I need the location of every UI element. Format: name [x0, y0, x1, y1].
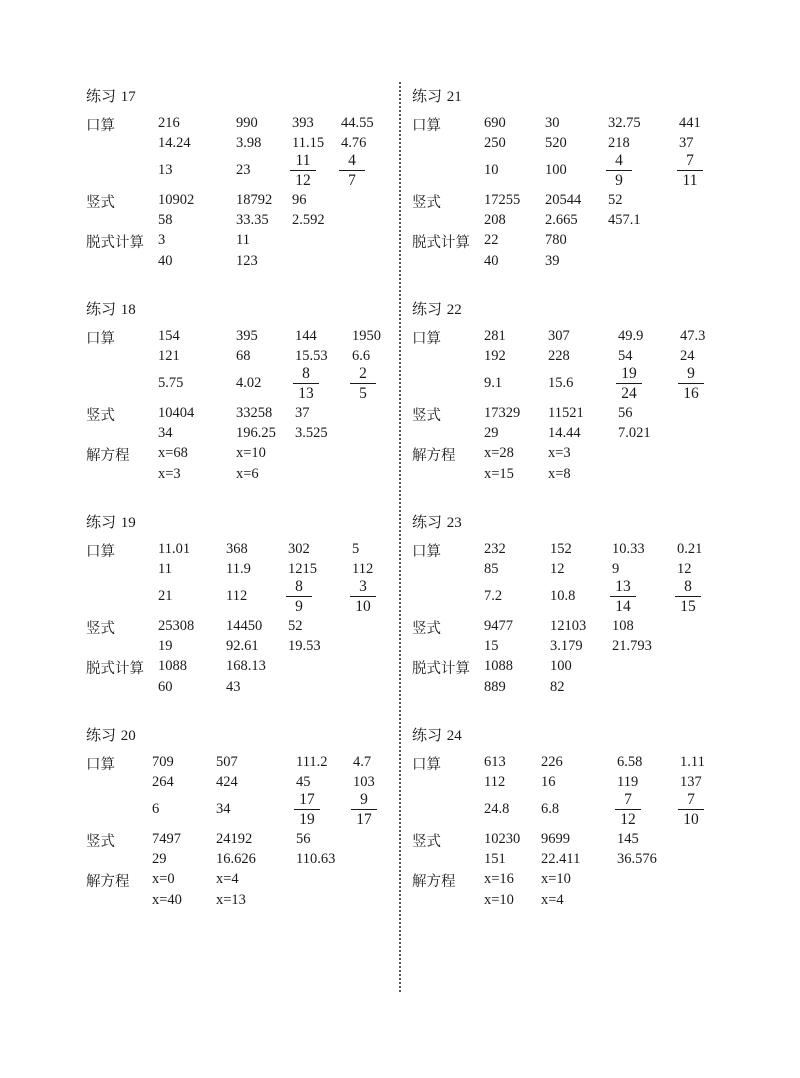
answer-value: 40 [484, 253, 499, 269]
fraction-bar [286, 596, 312, 597]
answer-value: 10.8 [550, 588, 576, 604]
answer-value: 9477 [484, 618, 513, 634]
fraction-denominator: 17 [356, 811, 372, 828]
answer-value: x=68 [158, 445, 188, 461]
answer-value: 16 [541, 774, 556, 790]
exercise-title [412, 298, 462, 319]
kousuan-label: 口算 [86, 757, 115, 773]
answer-value: 11 [236, 232, 250, 248]
exercise-number: 24 [446, 728, 462, 744]
answer-value: 0.21 [677, 541, 703, 557]
fraction-answer [678, 365, 704, 402]
kousuan-label: 口算 [86, 331, 115, 347]
fraction-numerator: 3 [359, 578, 367, 595]
answer-value: 43 [226, 679, 241, 695]
answer-value: 1215 [288, 561, 317, 577]
kousuan-label: 口算 [412, 544, 441, 560]
fraction-denominator: 13 [298, 385, 314, 402]
exercise-block [86, 84, 406, 284]
shushi-label: 竖式 [412, 195, 441, 211]
answer-value: 100 [545, 162, 567, 178]
answer-value: 11.9 [226, 561, 251, 577]
third-section-label: 脱式计算 [412, 235, 470, 251]
answer-value: 208 [484, 212, 506, 228]
answer-value: x=16 [484, 871, 514, 887]
answer-value: 196.25 [236, 425, 276, 441]
fraction-answer [293, 365, 319, 402]
answer-value: 3.525 [295, 425, 328, 441]
fraction-answer [286, 578, 312, 615]
fraction-denominator: 14 [615, 598, 631, 615]
answer-value: 10404 [158, 405, 195, 421]
answer-value: 5.75 [158, 375, 184, 391]
answer-value: 12 [550, 561, 565, 577]
exercise-title [86, 85, 136, 106]
answer-value: 226 [541, 754, 563, 770]
answer-value: 613 [484, 754, 506, 770]
answer-value: x=10 [541, 871, 571, 887]
fraction-denominator: 7 [348, 172, 356, 189]
answer-value: 36.576 [617, 851, 657, 867]
kousuan-label: 口算 [412, 331, 441, 347]
third-section-label: 脱式计算 [86, 661, 144, 677]
answer-value: 424 [216, 774, 238, 790]
answer-value: 119 [617, 774, 639, 790]
answer-value: 457.1 [608, 212, 641, 228]
fraction-denominator: 9 [295, 598, 303, 615]
answer-value: 14.44 [548, 425, 581, 441]
fraction-numerator: 17 [299, 791, 315, 808]
answer-value: x=4 [216, 871, 239, 887]
answer-value: 123 [236, 253, 258, 269]
fraction-answer [294, 791, 320, 828]
answer-value: 112 [226, 588, 248, 604]
fraction-denominator: 15 [680, 598, 696, 615]
answer-value: 7.021 [618, 425, 651, 441]
answer-value: 68 [236, 348, 251, 364]
answer-value: 6.8 [541, 801, 560, 817]
answer-value: 121 [158, 348, 180, 364]
fraction-numerator: 7 [624, 791, 632, 808]
third-section-label: 解方程 [86, 874, 130, 890]
answer-value: 85 [484, 561, 499, 577]
fraction-numerator: 7 [686, 152, 694, 169]
answer-value: x=10 [484, 892, 514, 908]
answer-value: 24.8 [484, 801, 510, 817]
fraction-bar [678, 809, 704, 810]
answer-value: 690 [484, 115, 506, 131]
answer-value: 11.01 [158, 541, 191, 557]
answer-value: 168.13 [226, 658, 266, 674]
fraction-numerator: 13 [615, 578, 631, 595]
answer-value: x=8 [548, 466, 571, 482]
answer-value: 6.58 [617, 754, 643, 770]
exercise-title-prefix: 练习 [86, 513, 117, 531]
answer-value: 15.6 [548, 375, 574, 391]
answer-value: 112 [484, 774, 506, 790]
answer-value: 12103 [550, 618, 587, 634]
answer-value: 25308 [158, 618, 195, 634]
answer-value: 1088 [158, 658, 187, 674]
answer-value: 92.61 [226, 638, 259, 654]
answer-value: 15 [484, 638, 499, 654]
exercise-title [412, 724, 462, 745]
answer-value: 34 [158, 425, 173, 441]
fraction-answer [339, 152, 365, 189]
answer-value: 47.3 [680, 328, 706, 344]
fraction-denominator: 11 [682, 172, 698, 189]
fraction-denominator: 16 [683, 385, 699, 402]
answer-value: 10230 [484, 831, 521, 847]
answer-value: 14450 [226, 618, 263, 634]
answer-value: x=13 [216, 892, 246, 908]
answer-value: 6.6 [352, 348, 371, 364]
answer-value: 9699 [541, 831, 570, 847]
answer-value: 3 [158, 232, 166, 248]
answer-value: 56 [296, 831, 311, 847]
answer-value: 11521 [548, 405, 584, 421]
answer-value: 9.1 [484, 375, 503, 391]
exercise-block [86, 297, 406, 497]
answer-value: 250 [484, 135, 506, 151]
fraction-numerator: 19 [621, 365, 637, 382]
answer-value: 218 [608, 135, 630, 151]
fraction-bar [293, 383, 319, 384]
answer-value: 7497 [152, 831, 181, 847]
fraction-numerator: 4 [615, 152, 623, 169]
exercise-block [86, 723, 406, 923]
answer-value: 137 [680, 774, 702, 790]
answer-value: 10902 [158, 192, 195, 208]
fraction-numerator: 11 [295, 152, 311, 169]
fraction-denominator: 24 [621, 385, 637, 402]
fraction-answer [610, 578, 636, 615]
answer-value: 368 [226, 541, 248, 557]
exercise-title [412, 511, 462, 532]
exercise-title-prefix: 练习 [412, 513, 443, 531]
answer-value: 302 [288, 541, 310, 557]
answer-value: 281 [484, 328, 506, 344]
exercise-number: 22 [446, 302, 462, 318]
shushi-label: 竖式 [412, 408, 441, 424]
answer-value: 112 [352, 561, 374, 577]
exercise-number: 21 [446, 89, 462, 105]
fraction-answer [675, 578, 701, 615]
shushi-label: 竖式 [412, 834, 441, 850]
exercise-title-prefix: 练习 [86, 300, 117, 318]
answer-value: 22.411 [541, 851, 581, 867]
answer-value: 4.02 [236, 375, 262, 391]
third-section-label: 解方程 [412, 448, 456, 464]
answer-value: 4.7 [353, 754, 372, 770]
answer-value: 111.2 [296, 754, 328, 770]
answer-value: 24 [680, 348, 695, 364]
exercise-title-prefix: 练习 [412, 726, 443, 744]
answer-value: 152 [550, 541, 572, 557]
answer-value: 23 [236, 162, 251, 178]
answer-value: 29 [152, 851, 167, 867]
fraction-numerator: 4 [348, 152, 356, 169]
exercise-block [86, 510, 406, 710]
fraction-answer [678, 791, 704, 828]
third-section-label: 脱式计算 [86, 235, 144, 251]
third-section-label: 解方程 [86, 448, 130, 464]
answer-value: 60 [158, 679, 173, 695]
answer-value: 232 [484, 541, 506, 557]
answer-value: 393 [292, 115, 314, 131]
answer-value: 395 [236, 328, 258, 344]
answer-value: 37 [295, 405, 310, 421]
fraction-numerator: 2 [359, 365, 367, 382]
answer-value: 307 [548, 328, 570, 344]
exercise-title-prefix: 练习 [86, 87, 117, 105]
answer-value: 709 [152, 754, 174, 770]
answer-value: 100 [550, 658, 572, 674]
kousuan-label: 口算 [412, 757, 441, 773]
answer-value: 33258 [236, 405, 273, 421]
answer-value: 34 [216, 801, 231, 817]
answer-value: 154 [158, 328, 180, 344]
fraction-bar [290, 170, 316, 171]
fraction-answer [615, 791, 641, 828]
third-section-label: 脱式计算 [412, 661, 470, 677]
answer-value: 9 [612, 561, 620, 577]
fraction-denominator: 12 [620, 811, 636, 828]
answer-value: 264 [152, 774, 174, 790]
answer-value: 29 [484, 425, 499, 441]
fraction-bar [350, 383, 376, 384]
exercise-title [86, 511, 136, 532]
fraction-denominator: 10 [683, 811, 699, 828]
answer-value: x=4 [541, 892, 564, 908]
answer-value: 10 [484, 162, 499, 178]
kousuan-label: 口算 [86, 544, 115, 560]
answer-value: 145 [617, 831, 639, 847]
answer-value: 1088 [484, 658, 513, 674]
answer-value: 507 [216, 754, 238, 770]
answer-value: x=6 [236, 466, 259, 482]
answer-value: 2.592 [292, 212, 325, 228]
answer-value: 216 [158, 115, 180, 131]
answer-value: 39 [545, 253, 560, 269]
answer-value: 1950 [352, 328, 381, 344]
exercise-block [412, 723, 732, 923]
answer-value: 44.55 [341, 115, 374, 131]
fraction-numerator: 7 [687, 791, 695, 808]
exercise-title-prefix: 练习 [412, 87, 443, 105]
answer-value: 1.11 [680, 754, 705, 770]
exercise-number: 19 [120, 515, 136, 531]
fraction-answer [350, 578, 376, 615]
answer-value: 33.35 [236, 212, 269, 228]
exercise-number: 18 [120, 302, 136, 318]
answer-value: 4.76 [341, 135, 367, 151]
exercise-number: 20 [120, 728, 136, 744]
answer-value: 52 [288, 618, 303, 634]
fraction-answer [677, 152, 703, 189]
answer-value: 7.2 [484, 588, 503, 604]
answer-value: 18792 [236, 192, 273, 208]
answer-value: 45 [296, 774, 311, 790]
answer-value: 108 [612, 618, 634, 634]
kousuan-label: 口算 [412, 118, 441, 134]
exercise-number: 23 [446, 515, 462, 531]
exercise-block [412, 510, 732, 710]
exercise-number: 17 [120, 89, 136, 105]
answer-value: 192 [484, 348, 506, 364]
fraction-bar [339, 170, 365, 171]
fraction-numerator: 9 [687, 365, 695, 382]
answer-value: 19.53 [288, 638, 321, 654]
answer-value: 990 [236, 115, 258, 131]
answer-value: x=0 [152, 871, 175, 887]
answer-value: x=3 [548, 445, 571, 461]
answer-value: 17329 [484, 405, 521, 421]
fraction-answer [616, 365, 642, 402]
answer-value: 10.33 [612, 541, 645, 557]
answer-value: 103 [353, 774, 375, 790]
answer-value: 56 [618, 405, 633, 421]
third-section-label: 解方程 [412, 874, 456, 890]
fraction-numerator: 8 [684, 578, 692, 595]
fraction-bar [610, 596, 636, 597]
exercise-block [412, 84, 732, 284]
answer-value: 96 [292, 192, 307, 208]
answer-value: 40 [158, 253, 173, 269]
kousuan-label: 口算 [86, 118, 115, 134]
answer-value: 14.24 [158, 135, 191, 151]
answer-value: 82 [550, 679, 565, 695]
answer-value: x=28 [484, 445, 514, 461]
fraction-numerator: 9 [360, 791, 368, 808]
answer-value: 52 [608, 192, 623, 208]
fraction-answer [606, 152, 632, 189]
fraction-bar [615, 809, 641, 810]
answer-value: 20544 [545, 192, 582, 208]
exercise-title-prefix: 练习 [412, 300, 443, 318]
fraction-bar [675, 596, 701, 597]
fraction-numerator: 8 [302, 365, 310, 382]
fraction-bar [294, 809, 320, 810]
fraction-bar [616, 383, 642, 384]
answer-value: 58 [158, 212, 173, 228]
answer-value: 15.53 [295, 348, 328, 364]
answer-value: 49.9 [618, 328, 644, 344]
answer-value: 22 [484, 232, 499, 248]
fraction-bar [678, 383, 704, 384]
fraction-answer [290, 152, 316, 189]
answer-value: 24192 [216, 831, 253, 847]
answer-value: 19 [158, 638, 173, 654]
answer-value: 16.626 [216, 851, 256, 867]
fraction-bar [350, 596, 376, 597]
answer-value: 6 [152, 801, 160, 817]
shushi-label: 竖式 [86, 621, 115, 637]
fraction-denominator: 5 [359, 385, 367, 402]
shushi-label: 竖式 [86, 834, 115, 850]
fraction-denominator: 19 [299, 811, 315, 828]
shushi-label: 竖式 [86, 195, 115, 211]
answer-value: x=15 [484, 466, 514, 482]
fraction-numerator: 8 [295, 578, 303, 595]
fraction-bar [606, 170, 632, 171]
shushi-label: 竖式 [86, 408, 115, 424]
exercise-title [86, 724, 136, 745]
answer-value: 11 [158, 561, 172, 577]
answer-value: 151 [484, 851, 506, 867]
answer-value: 2.665 [545, 212, 578, 228]
fraction-bar [351, 809, 377, 810]
answer-value: 3.98 [236, 135, 262, 151]
answer-value: 520 [545, 135, 567, 151]
answer-value: 110.63 [296, 851, 336, 867]
exercise-block [412, 297, 732, 497]
shushi-label: 竖式 [412, 621, 441, 637]
answer-value: x=10 [236, 445, 266, 461]
answer-value: 54 [618, 348, 633, 364]
answer-value: 21 [158, 588, 173, 604]
answer-value: 889 [484, 679, 506, 695]
answer-value: x=40 [152, 892, 182, 908]
answer-value: 3.179 [550, 638, 583, 654]
fraction-bar [677, 170, 703, 171]
exercise-title-prefix: 练习 [86, 726, 117, 744]
answer-value: 228 [548, 348, 570, 364]
fraction-answer [350, 365, 376, 402]
answer-value: 32.75 [608, 115, 641, 131]
answer-value: 144 [295, 328, 317, 344]
exercise-title [412, 85, 462, 106]
answer-value: 13 [158, 162, 173, 178]
answer-value: 21.793 [612, 638, 652, 654]
exercise-title [86, 298, 136, 319]
fraction-denominator: 9 [615, 172, 623, 189]
answer-value: 11.15 [292, 135, 325, 151]
answer-value: 441 [679, 115, 701, 131]
answer-value: 5 [352, 541, 360, 557]
answer-value: 30 [545, 115, 560, 131]
fraction-denominator: 12 [295, 172, 311, 189]
answer-value: 780 [545, 232, 567, 248]
answer-value: x=3 [158, 466, 181, 482]
answer-value: 12 [677, 561, 692, 577]
answer-value: 37 [679, 135, 694, 151]
fraction-answer [351, 791, 377, 828]
answer-value: 17255 [484, 192, 521, 208]
fraction-denominator: 10 [355, 598, 371, 615]
